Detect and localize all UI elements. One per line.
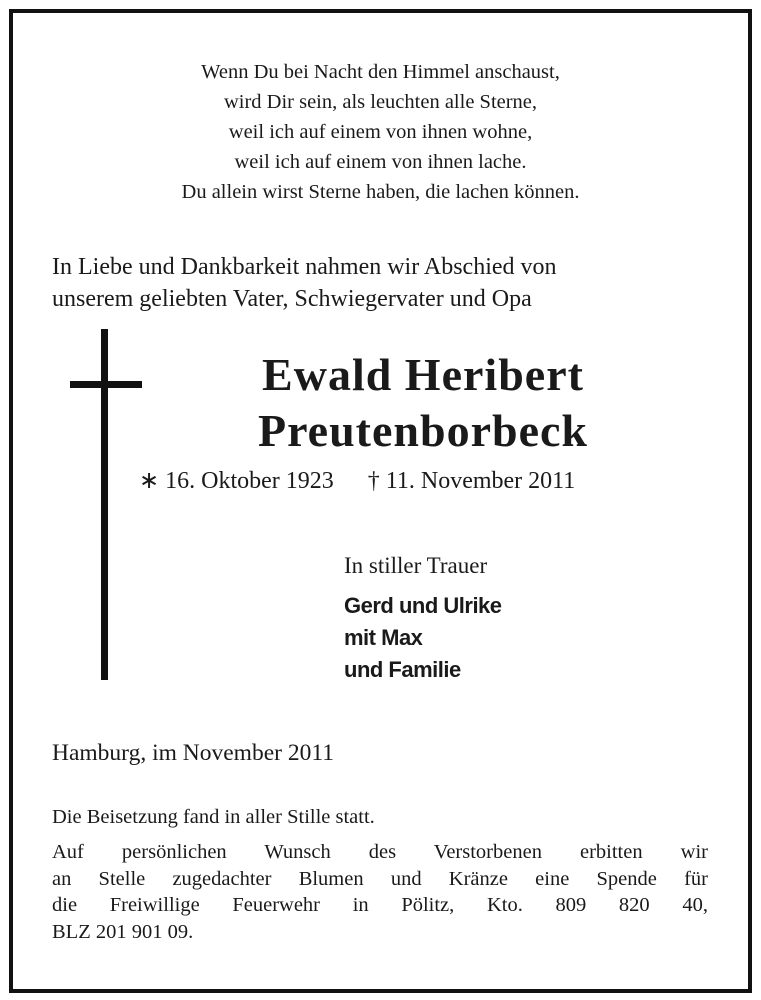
intro-text — [52, 251, 712, 315]
request-line: Auf persönlichen Wunsch des Verstorbenen erbitten wir — [52, 841, 708, 863]
mourner-line: Gerd und Ulrike — [344, 593, 502, 618]
intro-line: In Liebe und Dankbarkeit nahmen wir Abschied von — [52, 254, 557, 280]
life-dates — [139, 465, 679, 497]
request-line: BLZ 201 901 09. — [52, 920, 194, 943]
place-date: Hamburg, im November 2011 — [52, 740, 334, 766]
burial-note: Die Beisetzung fand in aller Stille statt. — [52, 806, 375, 828]
poem-line: Wenn Du bei Nacht den Himmel anschaust, — [201, 61, 560, 83]
mourning-heading: In stiller Trauer — [344, 553, 488, 578]
poem-line: wird Dir sein, als leuchten alle Sterne, — [223, 91, 538, 113]
poem — [13, 57, 748, 207]
cross-icon-crossbar — [70, 381, 142, 388]
mourner-line: mit Max — [344, 625, 423, 650]
deceased-first-names: Ewald Heribert — [262, 349, 584, 400]
poem-line: weil ich auf einem von ihnen wohne, — [228, 121, 533, 143]
poem-line: Du allein wirst Sterne haben, die lachen können. — [181, 181, 580, 203]
intro-line: unserem geliebten Vater, Schwiegervater und Opa — [52, 286, 532, 312]
poem-line: weil ich auf einem von ihnen lache. — [234, 151, 527, 173]
deceased-surname: Preutenborbeck — [257, 405, 588, 456]
mourners-list — [344, 590, 502, 686]
mourner-line: und Familie — [344, 657, 461, 682]
birth-date: ∗ 16. Oktober 1923 — [139, 468, 334, 494]
death-date: † 11. November 2011 — [367, 468, 576, 494]
deceased-name — [163, 347, 683, 459]
donation-request — [52, 839, 708, 945]
obituary-frame — [9, 9, 752, 993]
request-line: an Stelle zugedachter Blumen und Kränze eine Spende für — [52, 867, 708, 890]
request-line: die Freiwillige Feuerwehr in Pölitz, Kto. 809 820 40, — [52, 894, 708, 916]
